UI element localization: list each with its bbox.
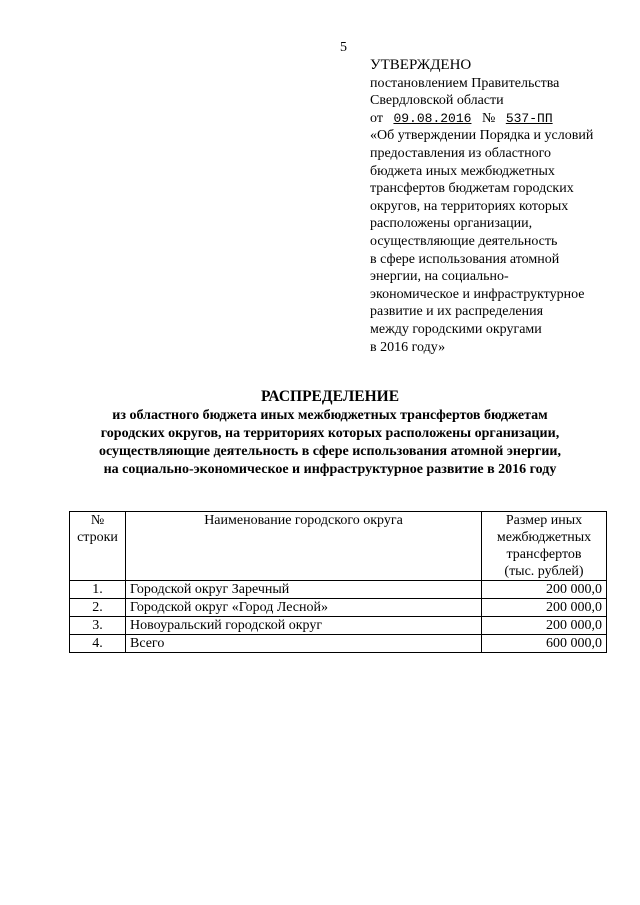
approval-date: 09.08.2016	[393, 110, 472, 126]
approval-line: Свердловской области	[370, 93, 504, 109]
approval-title-line: трансфертов бюджетам городских	[370, 181, 574, 197]
approval-title-line: расположены организации,	[370, 216, 533, 232]
approval-title-line: «Об утверждении Порядка и условий	[370, 128, 594, 144]
header-district-name: Наименование городского округа	[126, 512, 482, 581]
date-prefix: от	[370, 110, 383, 126]
district-name: Новоуральский городской округ	[126, 617, 482, 635]
header-number-line: №	[90, 513, 105, 528]
amount-value: 200 000,0	[482, 581, 607, 599]
header-amount-line: трансфертов	[506, 547, 582, 562]
distribution-table	[69, 511, 607, 653]
header-number-line: строки	[77, 530, 118, 545]
approval-block	[370, 57, 632, 356]
header-amount-line: Размер иных	[505, 513, 583, 528]
approval-title-line: осуществляющие деятельность	[370, 233, 558, 249]
district-name: Всего	[126, 635, 482, 653]
approval-line: постановлением Правительства	[370, 75, 560, 91]
approval-heading: УТВЕРЖДЕНО	[370, 57, 472, 73]
table-row	[70, 617, 607, 635]
approval-title-line: экономическое и инфраструктурное	[370, 286, 585, 302]
header-amount-line: (тыс. рублей)	[504, 564, 584, 579]
approval-number: 537-ПП	[505, 110, 553, 126]
row-number: 1.	[70, 581, 126, 599]
table-row-total	[70, 635, 607, 653]
header-row-number	[70, 512, 126, 581]
page-number: 5	[340, 40, 347, 55]
table-row	[70, 581, 607, 599]
heading-line: городских округов, на территориях которых расположены организации,	[100, 426, 560, 441]
row-number: 4.	[70, 635, 126, 653]
table-header-row	[70, 512, 607, 581]
district-name: Городской округ «Город Лесной»	[126, 599, 482, 617]
number-sign: №	[481, 110, 496, 126]
approval-title-line: в 2016 году»	[370, 339, 446, 355]
approval-title-line: округов, на территориях которых	[370, 198, 569, 214]
district-name: Городской округ Заречный	[126, 581, 482, 599]
table-row	[70, 599, 607, 617]
row-number: 2.	[70, 599, 126, 617]
amount-value: 200 000,0	[482, 599, 607, 617]
approval-title-line: развитие и их распределения	[370, 304, 544, 320]
approval-title-line: энергии, на социально-	[370, 269, 509, 285]
amount-value: 200 000,0	[482, 617, 607, 635]
approval-title-line: бюджета иных межбюджетных	[370, 163, 555, 179]
header-amount	[482, 512, 607, 581]
heading-line: осуществляющие деятельность в сфере использования атомной энергии,	[99, 444, 561, 459]
row-number: 3.	[70, 617, 126, 635]
approval-title-line: в сфере использования атомной	[370, 251, 560, 267]
approval-date-line	[370, 110, 632, 128]
approval-title-line: предоставления из областного	[370, 145, 551, 161]
document-title: РАСПРЕДЕЛЕНИЕ	[260, 388, 400, 405]
document-heading	[60, 388, 600, 479]
header-amount-line: межбюджетных	[496, 530, 592, 545]
amount-total: 600 000,0	[482, 635, 607, 653]
approval-title-line: между городскими округами	[370, 321, 542, 337]
heading-line: на социально-экономическое и инфраструктурное развитие в 2016 году	[103, 462, 557, 477]
heading-line: из областного бюджета иных межбюджетных трансфертов бюджетам	[112, 408, 548, 423]
